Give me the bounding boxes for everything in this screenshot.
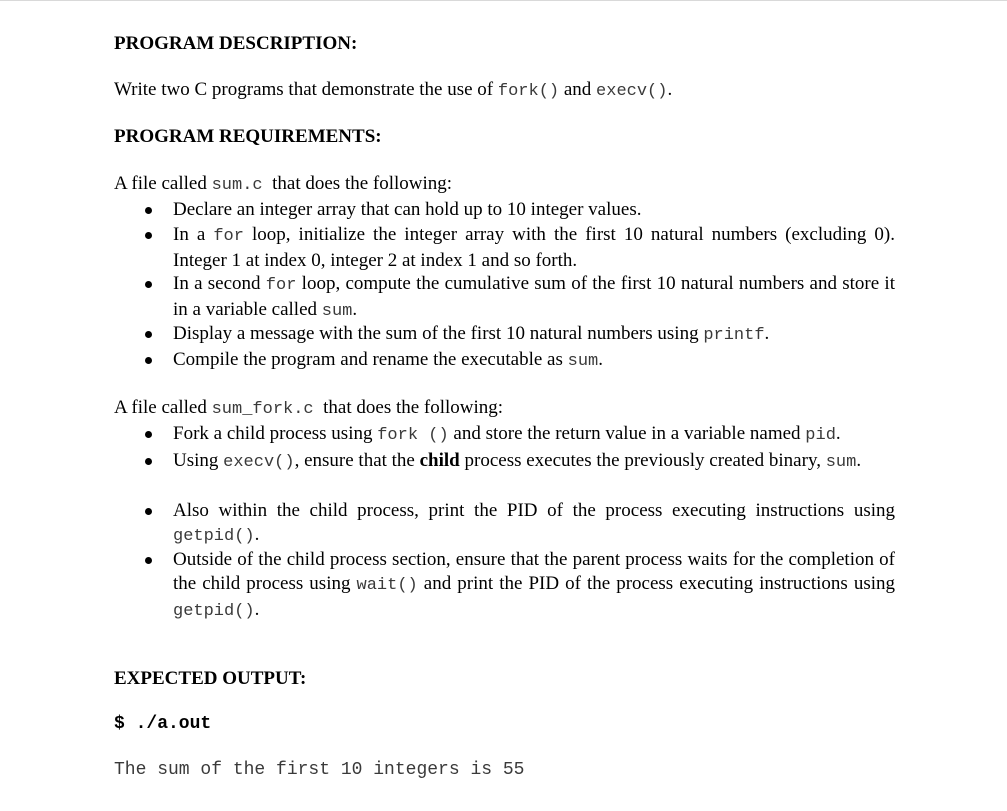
bullet-icon xyxy=(145,458,152,465)
expected-output-heading: EXPECTED OUTPUT: xyxy=(114,668,307,689)
description-text: Write two C programs that demonstrate the use of fork() and execv(). xyxy=(114,79,673,101)
bullet-icon xyxy=(145,357,152,364)
top-rule xyxy=(0,0,1007,1)
fork-file-intro: A file called sum_fork.c that does the following: xyxy=(114,397,504,419)
requirements-heading: PROGRAM REQUIREMENTS: xyxy=(114,126,382,147)
bullet-icon xyxy=(145,207,152,214)
program-output: The sum of the first 10 integers is 55 xyxy=(114,760,525,780)
bullet-icon xyxy=(145,508,152,515)
bullet-icon xyxy=(145,232,152,239)
bullet-icon xyxy=(145,281,152,288)
description-heading: PROGRAM DESCRIPTION: xyxy=(114,33,358,54)
sum-file-intro: A file called sum.c that does the following: xyxy=(114,173,453,195)
bullet-icon xyxy=(145,431,152,438)
bullet-icon xyxy=(145,557,152,564)
bullet-icon xyxy=(145,331,152,338)
command-line: $ ./a.out xyxy=(114,714,212,734)
